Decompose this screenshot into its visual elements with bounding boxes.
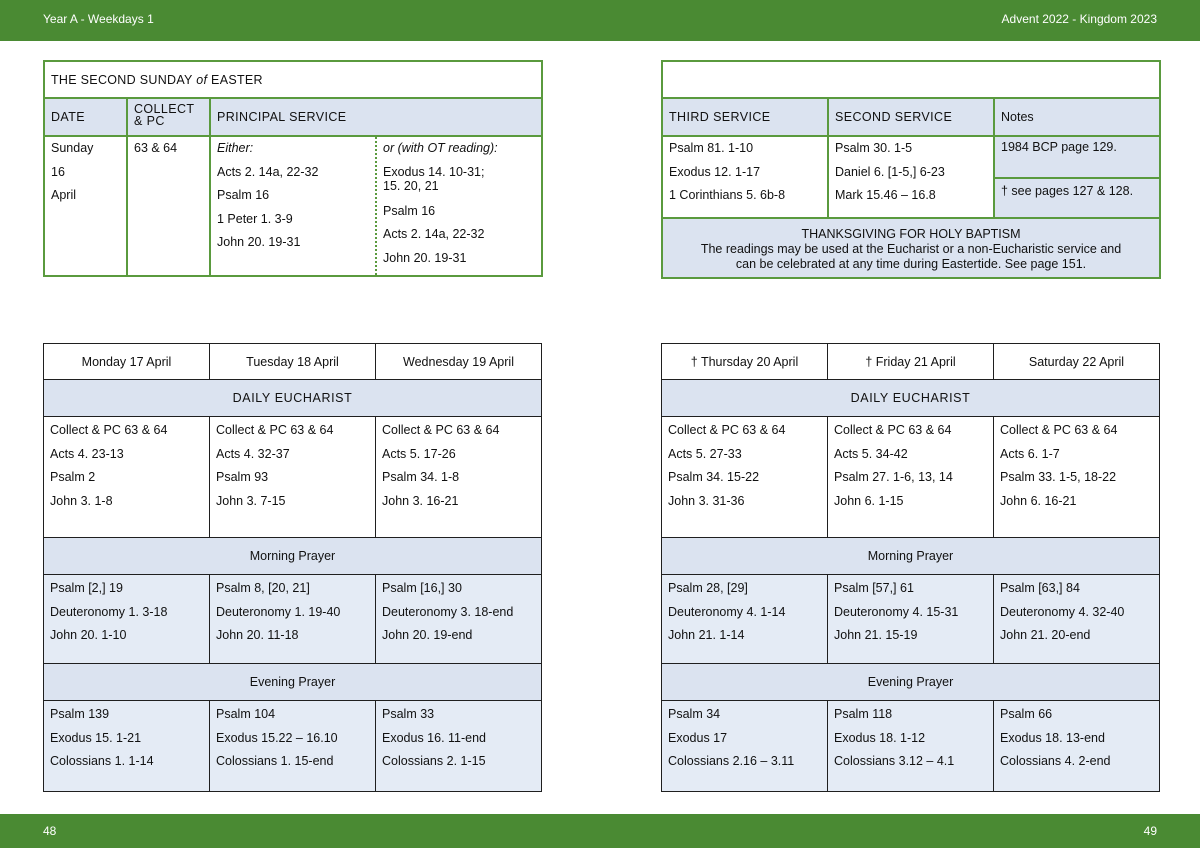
eucharist-readings-tuesday [210, 417, 376, 538]
reading-line: Collect & PC 63 & 64 [668, 423, 786, 437]
reading-line: Acts 2. 14a, 22-32 [217, 164, 319, 179]
reading-line: Exodus 12. 1-17 [669, 164, 761, 179]
weekday-table-left [43, 343, 542, 792]
reading-line: Deuteronomy 4. 32-40 [1000, 604, 1125, 619]
reading-line: Psalm 16 [217, 188, 270, 202]
reading-line: Colossians 1. 1-14 [50, 754, 154, 768]
second-service-header: SECOND SERVICE [828, 98, 994, 136]
reading-line: John 20. 19-end [382, 628, 473, 642]
reading-line: 1 Corinthians 5. 6b-8 [669, 188, 786, 202]
reading-line: Psalm 139 [50, 707, 110, 721]
reading-line: Deuteronomy 1. 3-18 [50, 604, 168, 619]
eucharist-readings-saturday [994, 417, 1160, 538]
reading-line: John 6. 1-15 [834, 493, 904, 508]
reading-line: Psalm 34 [668, 707, 721, 721]
either-label: Either: [217, 141, 254, 155]
sunday-title-post: EASTER [207, 73, 263, 87]
reading-line: Colossians 1. 15-end [216, 754, 334, 768]
reading-line: Daniel 6. [1-5,] 6-23 [835, 164, 945, 179]
date-line: 16 [51, 164, 65, 179]
or-readings-cell [376, 136, 542, 276]
footer-band [0, 814, 1200, 848]
weekday-table-right [661, 343, 1160, 792]
evening-readings-wednesday [376, 701, 542, 792]
sunday-collect-cell [127, 136, 210, 276]
header-left-text: Year A - Weekdays 1 [43, 12, 154, 26]
reading-line: Psalm 33. 1-5, 18-22 [1000, 470, 1117, 484]
page-number-left: 48 [43, 824, 57, 838]
reading-line: Psalm 27. 1-6, 13, 14 [834, 470, 953, 484]
third-service-cell [662, 136, 828, 218]
reading-line: Deuteronomy 4. 1-14 [668, 604, 786, 619]
reading-line: Psalm 93 [216, 470, 269, 484]
reading-line: Exodus 17 [668, 730, 728, 745]
sunday-principal-table [43, 60, 543, 277]
evening-readings-friday [828, 701, 994, 792]
either-readings-cell [210, 136, 376, 276]
reading-line: Psalm 118 [834, 707, 893, 721]
reading-line: Psalm 8, [20, 21] [216, 581, 310, 595]
daily-eucharist-header: DAILY EUCHARIST [662, 380, 1160, 417]
reading-line: Psalm 104 [216, 707, 276, 721]
sunday-title-pre: THE SECOND SUNDAY [51, 73, 197, 87]
morning-readings-friday [828, 575, 994, 664]
reading-line: 1 Peter 1. 3-9 [217, 211, 293, 226]
collect-header [127, 98, 210, 136]
reading-line: Colossians 4. 2-end [1000, 754, 1111, 768]
header-band [0, 0, 1200, 41]
reading-line: Psalm 2 [50, 470, 96, 484]
morning-prayer-header: Morning Prayer [662, 538, 1160, 575]
reading-line: John 3. 16-21 [382, 493, 459, 508]
reading-line: John 21. 1-14 [668, 628, 745, 642]
reading-line: Acts 4. 23-13 [50, 446, 124, 461]
reading-line: John 21. 20-end [1000, 628, 1091, 642]
day-header-friday: † Friday 21 April [828, 344, 994, 380]
reading-line: Psalm 34. 15-22 [668, 470, 760, 484]
reading-line: Deuteronomy 3. 18-end [382, 604, 514, 619]
eucharist-readings-friday [828, 417, 994, 538]
reading-line: Psalm 30. 1-5 [835, 141, 913, 155]
collect-header-line1: COLLECT [134, 102, 195, 116]
reading-line: Psalm 28, [29] [668, 581, 748, 595]
reading-line: Exodus 16. 11-end [382, 730, 487, 745]
reading-line: Acts 5. 34-42 [834, 446, 908, 461]
sunday-title-of: of [196, 73, 208, 87]
collect-header-line2: & PC [134, 114, 165, 128]
date-line: April [51, 188, 77, 202]
principal-service-header: PRINCIPAL SERVICE [210, 98, 542, 136]
notes-text-2: † see pages 127 & 128. [995, 177, 1159, 217]
reading-line: Colossians 2.16 – 3.11 [668, 754, 795, 768]
blank-title-cell [662, 61, 1160, 98]
reading-line: Psalm 34. 1-8 [382, 470, 460, 484]
evening-readings-tuesday [210, 701, 376, 792]
notes-cell [994, 136, 1160, 218]
date-line: Sunday [51, 141, 94, 155]
reading-line: Acts 4. 32-37 [216, 446, 290, 461]
reading-line: Psalm [63,] 84 [1000, 581, 1080, 595]
morning-readings-monday [44, 575, 210, 664]
sunday-other-services-table [661, 60, 1161, 279]
morning-readings-saturday [994, 575, 1160, 664]
or-first-reading [377, 162, 541, 201]
reading-line: Psalm [57,] 61 [834, 581, 914, 595]
notes-header: Notes [994, 98, 1160, 136]
reading-line: Colossians 2. 1-15 [382, 754, 486, 768]
morning-readings-tuesday [210, 575, 376, 664]
reading-line: John 21. 15-19 [834, 628, 918, 642]
reading-line: Acts 2. 14a, 22-32 [383, 227, 485, 241]
sunday-date-cell [44, 136, 127, 276]
or-first-reading-line2: 15. 20, 21 [383, 178, 439, 193]
third-service-header: THIRD SERVICE [662, 98, 828, 136]
reading-line: Psalm [2,] 19 [50, 581, 123, 595]
reading-line: Psalm 66 [1000, 707, 1053, 721]
reading-line: Collect & PC 63 & 64 [1000, 423, 1118, 437]
reading-line: John 20. 19-31 [217, 235, 301, 249]
reading-line: Exodus 18. 1-12 [834, 730, 926, 745]
reading-line: John 20. 19-31 [383, 250, 467, 265]
reading-line: Acts 6. 1-7 [1000, 446, 1060, 461]
header-right-text: Advent 2022 - Kingdom 2023 [1001, 12, 1157, 26]
reading-line: Collect & PC 63 & 64 [216, 423, 334, 437]
reading-line: John 6. 16-21 [1000, 493, 1077, 508]
date-header: DATE [44, 98, 127, 136]
day-header-thursday: † Thursday 20 April [662, 344, 828, 380]
evening-readings-thursday [662, 701, 828, 792]
collect-value: 63 & 64 [134, 141, 178, 155]
page-number-right: 49 [1143, 824, 1157, 838]
morning-readings-thursday [662, 575, 828, 664]
morning-prayer-header: Morning Prayer [44, 538, 542, 575]
thanksgiving-text-line1: The readings may be used at the Eucharist or a non-Eucharistic service and [700, 242, 1122, 256]
thanksgiving-text-line2: can be celebrated at any time during Eastertide. See page 151. [735, 257, 1087, 271]
evening-readings-saturday [994, 701, 1160, 792]
reading-line: Collect & PC 63 & 64 [50, 423, 168, 437]
reading-line: Psalm [16,] 30 [382, 581, 462, 595]
reading-line: John 3. 31-36 [668, 493, 745, 508]
sunday-title [44, 61, 542, 98]
day-header-tuesday: Tuesday 18 April [210, 344, 376, 380]
reading-line: Exodus 15.22 – 16.10 [216, 730, 338, 745]
reading-line: Acts 5. 17-26 [382, 446, 456, 461]
morning-readings-wednesday [376, 575, 542, 664]
thanksgiving-title: THANKSGIVING FOR HOLY BAPTISM [801, 227, 1021, 241]
day-header-saturday: Saturday 22 April [994, 344, 1160, 380]
reading-line: Collect & PC 63 & 64 [834, 423, 952, 437]
eucharist-readings-thursday [662, 417, 828, 538]
reading-line: John 3. 7-15 [216, 493, 286, 508]
evening-prayer-header: Evening Prayer [662, 664, 1160, 701]
reading-line: John 3. 1-8 [50, 493, 113, 508]
reading-line: Acts 5. 27-33 [668, 446, 742, 461]
reading-line: Deuteronomy 1. 19-40 [216, 604, 341, 619]
second-service-cell [828, 136, 994, 218]
daily-eucharist-header: DAILY EUCHARIST [44, 380, 542, 417]
evening-prayer-header: Evening Prayer [44, 664, 542, 701]
or-first-reading-line1: Exodus 14. 10-31; [383, 164, 485, 179]
reading-line: John 20. 11-18 [216, 628, 299, 642]
day-header-wednesday: Wednesday 19 April [376, 344, 542, 380]
reading-line: Mark 15.46 – 16.8 [835, 188, 936, 202]
eucharist-readings-wednesday [376, 417, 542, 538]
reading-line: Psalm 33 [382, 707, 435, 721]
reading-line: John 20. 1-10 [50, 628, 127, 642]
reading-line: Collect & PC 63 & 64 [382, 423, 500, 437]
evening-readings-monday [44, 701, 210, 792]
reading-line: Psalm 81. 1-10 [669, 141, 754, 155]
or-label: or (with OT reading): [383, 141, 498, 155]
reading-line: Exodus 18. 13-end [1000, 730, 1105, 745]
reading-line: Colossians 3.12 – 4.1 [834, 754, 955, 768]
reading-line: Deuteronomy 4. 15-31 [834, 604, 959, 619]
notes-text-1: 1984 BCP page 129. [995, 137, 1159, 177]
eucharist-readings-monday [44, 417, 210, 538]
thanksgiving-note [662, 218, 1160, 278]
reading-line: Exodus 15. 1-21 [50, 730, 142, 745]
reading-line: Psalm 16 [383, 203, 436, 218]
day-header-monday: Monday 17 April [44, 344, 210, 380]
